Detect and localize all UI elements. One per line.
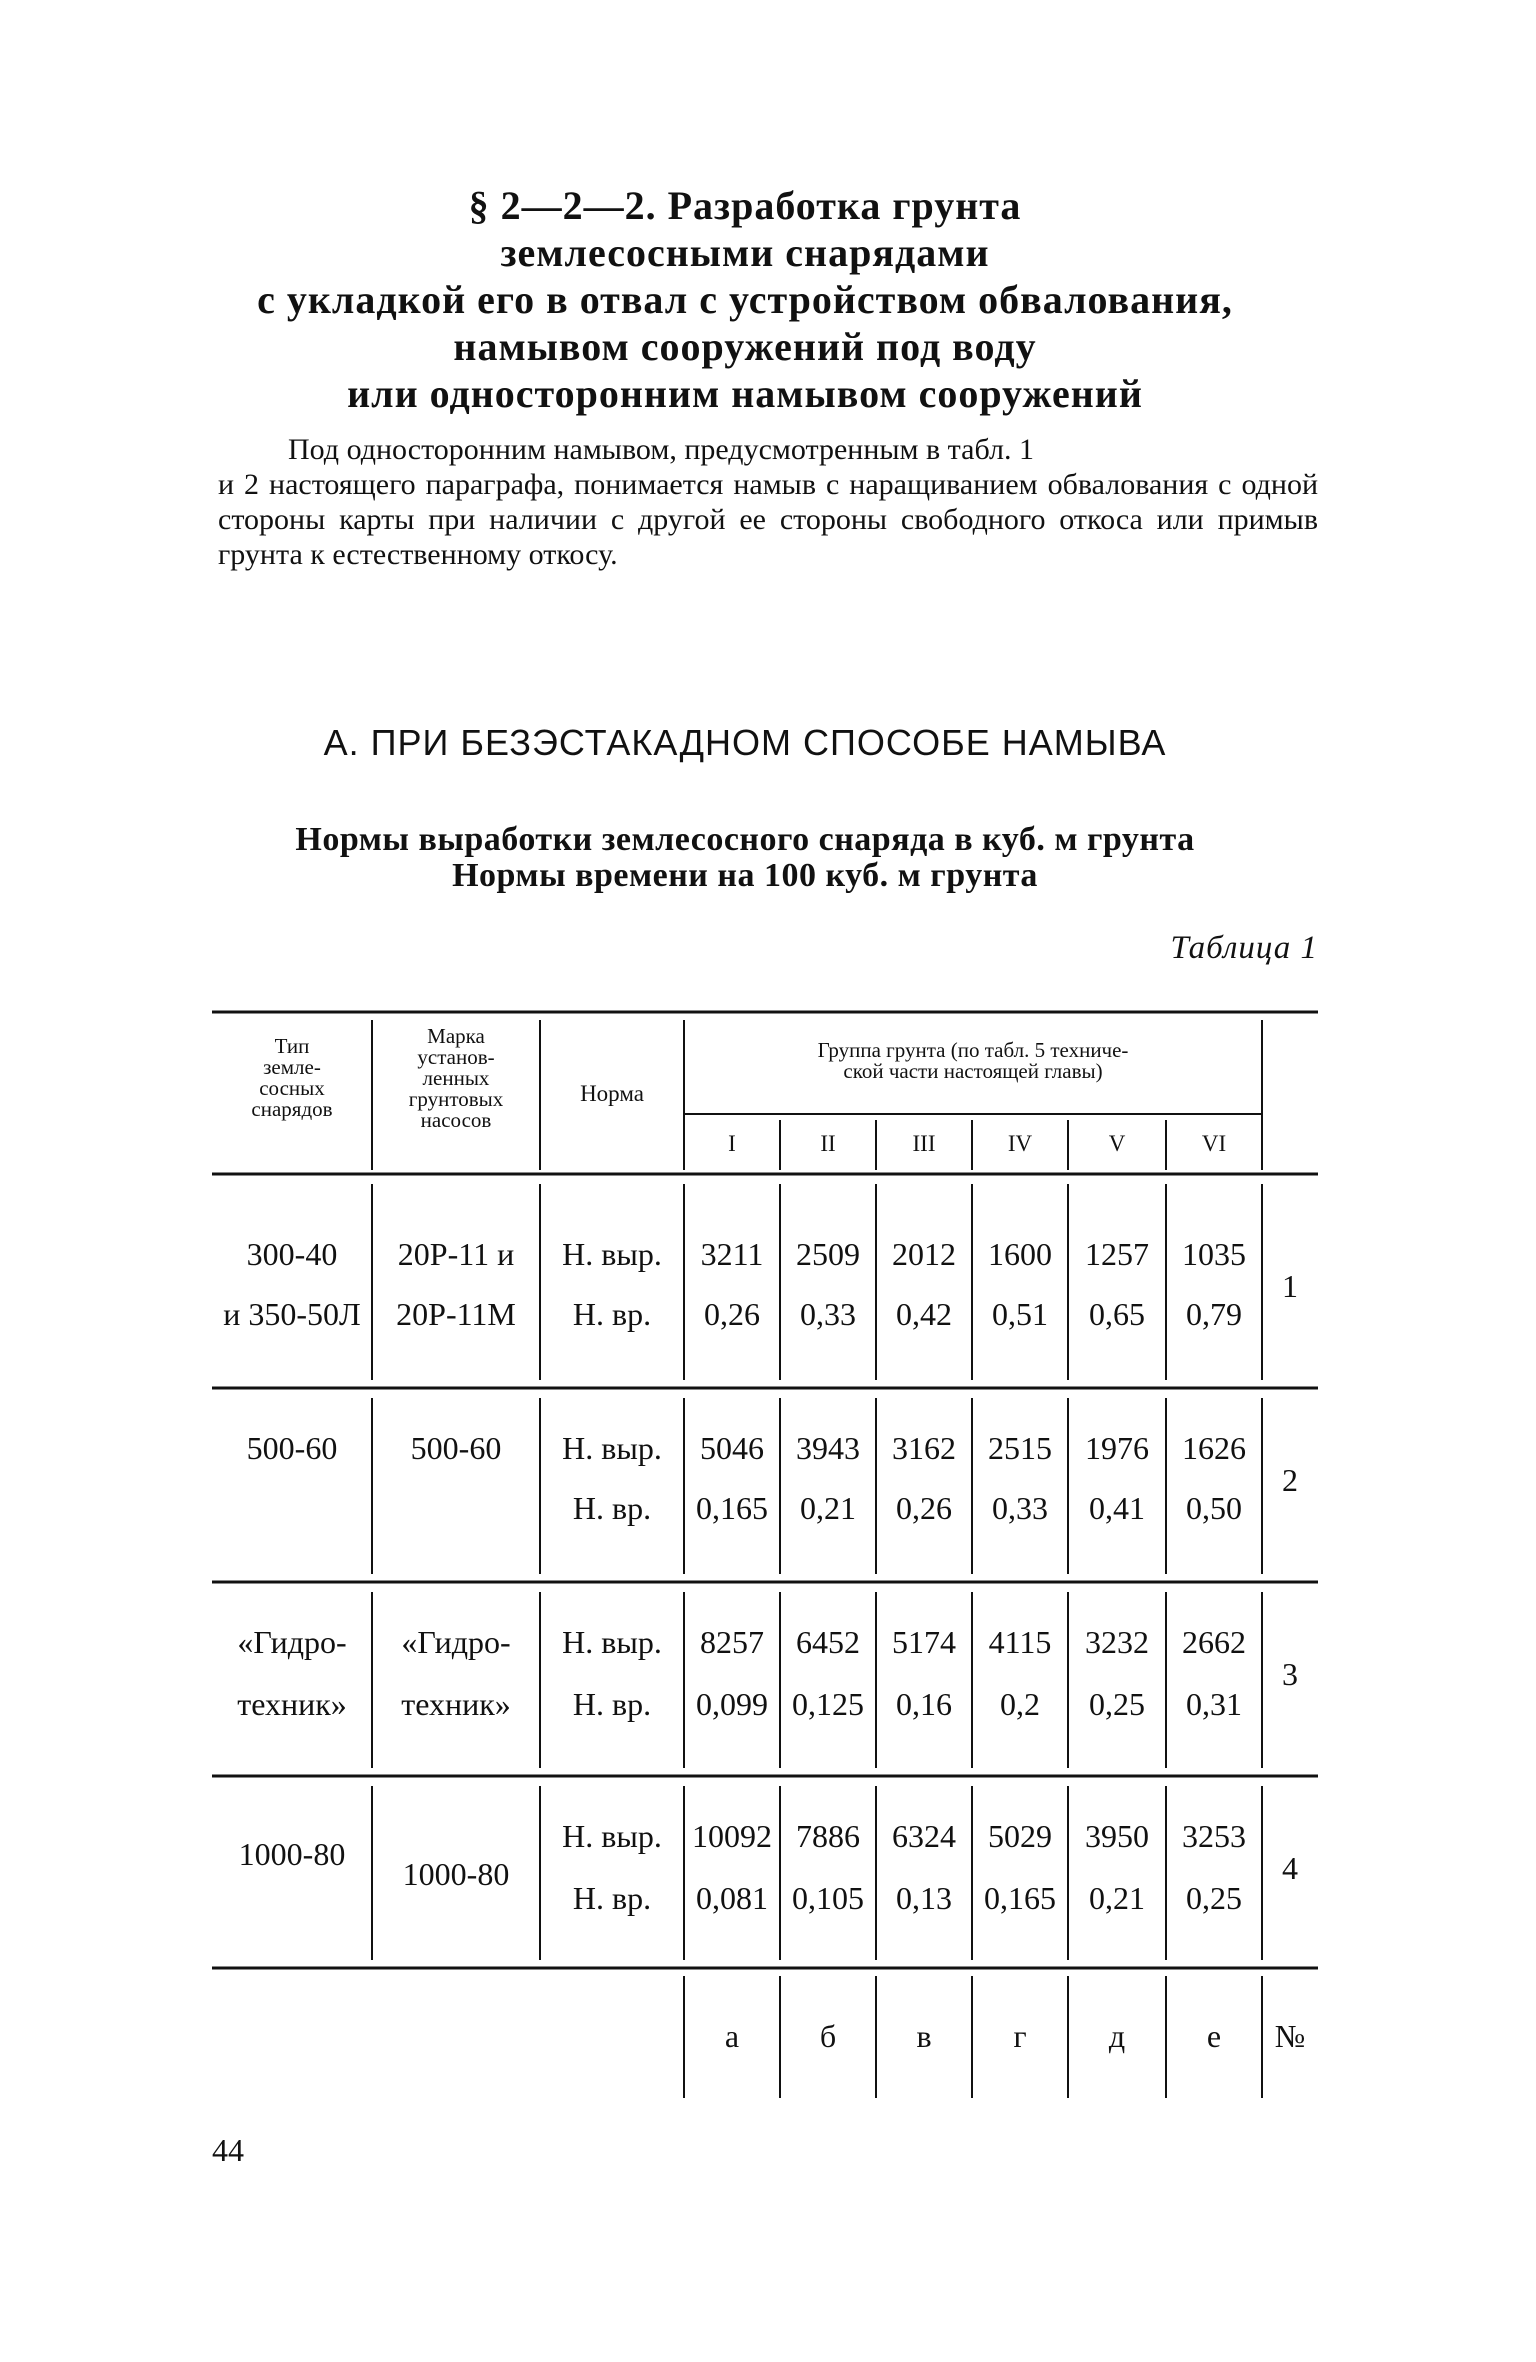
row-1-time-IV: 0,51 xyxy=(992,1296,1048,1332)
row-3-output-I: 8257 xyxy=(700,1624,764,1660)
row-1-time-II: 0,33 xyxy=(800,1296,856,1332)
header-mark-line: Марка xyxy=(427,1024,485,1048)
row-3-output-II: 6452 xyxy=(796,1624,860,1660)
row-4-type: 1000-80 xyxy=(238,1836,346,1872)
row-3-mark-b: техник» xyxy=(401,1686,511,1722)
row-1-output-IV: 1600 xyxy=(988,1236,1052,1272)
row-2-output-I: 5046 xyxy=(700,1430,764,1466)
row-4-time-VI: 0,25 xyxy=(1186,1880,1242,1916)
norms-title-line-1: Нормы выработки землесосного снаряда в куб. м грунта xyxy=(295,821,1195,858)
heading-line-5: или односторонним намывом сооружений xyxy=(347,371,1143,416)
page-number: 44 xyxy=(212,2132,244,2168)
header-mark-line: насосов xyxy=(420,1108,492,1132)
header-group-line: ской части настоящей главы) xyxy=(843,1059,1103,1083)
header-mark xyxy=(372,1026,540,1131)
header-mark-line: грунтовых xyxy=(408,1087,504,1111)
row-1-output-V: 1257 xyxy=(1085,1236,1149,1272)
header-type-line: Тип xyxy=(274,1034,310,1058)
row-4-output-VI: 3253 xyxy=(1182,1818,1246,1854)
row-1-norm-time: Н. вр. xyxy=(572,1296,652,1332)
row-2-norm-time: Н. вр. xyxy=(572,1490,652,1526)
footer-col-number: № xyxy=(1274,2018,1306,2054)
row-1-output-I: 3211 xyxy=(700,1236,764,1272)
row-1-time-I: 0,26 xyxy=(704,1296,760,1332)
heading-line-1: § 2—2—2. Разработка грунта xyxy=(468,183,1022,228)
row-2-type: 500-60 xyxy=(246,1430,338,1466)
row-4-output-II: 7886 xyxy=(796,1818,860,1854)
row-2-time-II: 0,21 xyxy=(800,1490,856,1526)
group-V: V xyxy=(1108,1131,1126,1156)
row-1-output-II: 2509 xyxy=(796,1236,860,1272)
row-2-time-V: 0,41 xyxy=(1089,1490,1145,1526)
row-4-time-III: 0,13 xyxy=(896,1880,952,1916)
row-1-output-VI: 1035 xyxy=(1182,1236,1246,1272)
row-4-norm-time: Н. вр. xyxy=(572,1880,652,1916)
row-1-type-b: и 350-50Л xyxy=(223,1296,361,1332)
row-1-time-VI: 0,79 xyxy=(1186,1296,1242,1332)
header-mark-line: установ- xyxy=(417,1045,495,1069)
heading-line-4: намывом сооружений под воду xyxy=(453,324,1037,369)
footer-col-e: е xyxy=(1206,2018,1222,2054)
header-type-line: земле- xyxy=(263,1055,321,1079)
row-2-output-II: 3943 xyxy=(796,1430,860,1466)
group-VI: VI xyxy=(1201,1131,1227,1156)
intro-rest: и 2 настоящего параграфа, понимается намыв с наращиванием обвалования с одной стороны карты при наличии с другой ее стороны свободного откоса или примыв грунта к естественному откосу. xyxy=(218,468,1318,571)
row-4-output-III: 6324 xyxy=(892,1818,956,1854)
intro-line-1: Под односторонним намывом, предусмотренным в табл. 1 xyxy=(288,433,1034,466)
row-3-mark-a: «Гидро- xyxy=(401,1624,511,1660)
row-4-norm-output: Н. выр. xyxy=(562,1818,662,1854)
row-3-time-III: 0,16 xyxy=(896,1686,952,1722)
group-I: I xyxy=(728,1131,736,1156)
row-3-type-a: «Гидро- xyxy=(237,1624,347,1660)
row-2-mark: 500-60 xyxy=(410,1430,502,1466)
header-norm: Норма xyxy=(580,1081,644,1106)
group-IV: IV xyxy=(1007,1131,1033,1156)
row-3-output-VI: 2662 xyxy=(1182,1624,1246,1660)
row-3-output-V: 3232 xyxy=(1085,1624,1149,1660)
row-1-type-a: 300-40 xyxy=(246,1236,338,1272)
row-2-time-IV: 0,33 xyxy=(992,1490,1048,1526)
header-group xyxy=(684,1040,1262,1082)
row-3-norm-output: Н. выр. xyxy=(562,1624,662,1660)
row-1-output-III: 2012 xyxy=(892,1236,956,1272)
row-1-time-III: 0,42 xyxy=(896,1296,952,1332)
row-4-mark: 1000-80 xyxy=(402,1856,510,1892)
heading-line-2: землесосными снарядами xyxy=(500,230,990,275)
row-2-output-VI: 1626 xyxy=(1182,1430,1246,1466)
group-III: III xyxy=(912,1131,936,1156)
row-3-time-IV: 0,2 xyxy=(1000,1686,1040,1722)
row-4-time-IV: 0,165 xyxy=(984,1880,1056,1916)
row-4-output-IV: 5029 xyxy=(988,1818,1052,1854)
footer-col-a: а xyxy=(724,2018,740,2054)
row-4-time-I: 0,081 xyxy=(696,1880,768,1916)
heading-line-3: с укладкой его в отвал с устройством обвалования, xyxy=(257,277,1233,322)
row-1-mark-b: 20Р-11М xyxy=(396,1296,516,1332)
row-2-output-IV: 2515 xyxy=(988,1430,1052,1466)
footer-col-v: в xyxy=(916,2018,932,2054)
header-type-line: снарядов xyxy=(251,1097,333,1121)
norms-title-line-2: Нормы времени на 100 куб. м грунта xyxy=(452,857,1038,894)
row-2-number: 2 xyxy=(1282,1462,1298,1498)
header-mark-line: ленных xyxy=(422,1066,490,1090)
row-3-type-b: техник» xyxy=(237,1686,347,1722)
header-type-line: сосных xyxy=(259,1076,325,1100)
footer-col-b: б xyxy=(819,2018,837,2054)
row-4-output-V: 3950 xyxy=(1085,1818,1149,1854)
row-1-time-V: 0,65 xyxy=(1089,1296,1145,1332)
row-4-time-V: 0,21 xyxy=(1089,1880,1145,1916)
row-3-norm-time: Н. вр. xyxy=(572,1686,652,1722)
row-2-time-III: 0,26 xyxy=(896,1490,952,1526)
row-1-mark-a: 20Р-11 и xyxy=(397,1236,515,1272)
row-3-output-III: 5174 xyxy=(892,1624,956,1660)
section-title: А. ПРИ БЕЗЭСТАКАДНОМ СПОСОБЕ НАМЫВА xyxy=(323,722,1167,763)
row-4-time-II: 0,105 xyxy=(792,1880,864,1916)
row-1-norm-output: Н. выр. xyxy=(562,1236,662,1272)
row-3-time-V: 0,25 xyxy=(1089,1686,1145,1722)
row-2-time-I: 0,165 xyxy=(696,1490,768,1526)
row-2-output-III: 3162 xyxy=(892,1430,956,1466)
header-group-line: Группа грунта (по табл. 5 техниче- xyxy=(817,1038,1129,1062)
row-3-time-I: 0,099 xyxy=(696,1686,768,1722)
group-II: II xyxy=(820,1131,836,1156)
table-label: Таблица 1 xyxy=(1170,930,1318,966)
row-2-output-V: 1976 xyxy=(1085,1430,1149,1466)
row-3-number: 3 xyxy=(1282,1656,1298,1692)
row-1-number: 1 xyxy=(1282,1268,1298,1304)
row-3-time-VI: 0,31 xyxy=(1186,1686,1242,1722)
row-2-norm-output: Н. выр. xyxy=(562,1430,662,1466)
footer-col-d: д xyxy=(1108,2018,1126,2054)
header-type xyxy=(212,1036,372,1120)
row-4-output-I: 10092 xyxy=(692,1818,772,1854)
row-3-output-IV: 4115 xyxy=(988,1624,1052,1660)
row-2-time-VI: 0,50 xyxy=(1186,1490,1242,1526)
footer-col-g: г xyxy=(1013,2018,1027,2054)
row-4-number: 4 xyxy=(1282,1850,1298,1886)
row-3-time-II: 0,125 xyxy=(792,1686,864,1722)
